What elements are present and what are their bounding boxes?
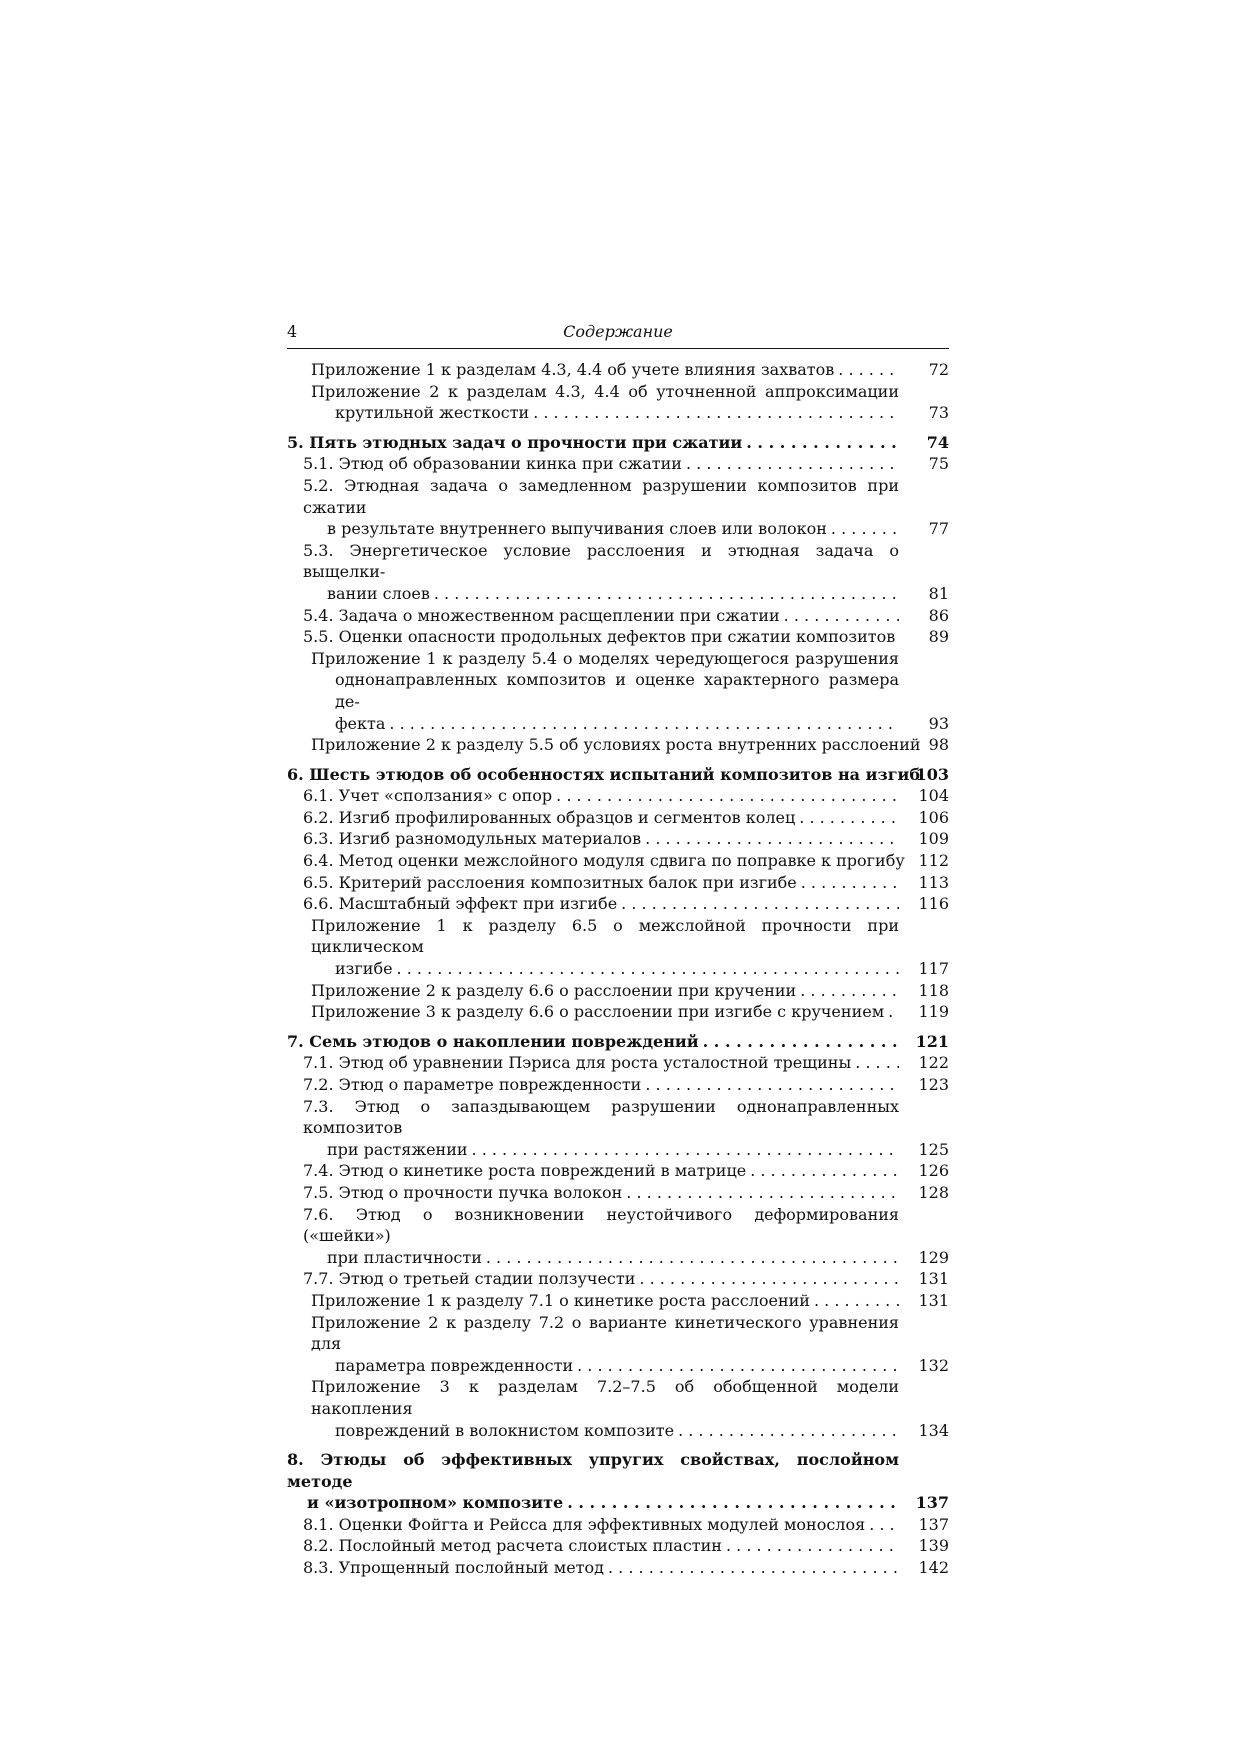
toc-entry-line: 8.3. Упрощенный послойный метод — [303, 1558, 604, 1578]
toc-page-number: 104 — [918, 786, 949, 806]
toc-entry-line: 6.4. Метод оценки межслойного модуля сдвига по поправке к прогибу — [303, 851, 905, 871]
dot-leader — [626, 1182, 899, 1204]
toc-page-number: 117 — [918, 959, 949, 979]
toc-entry-last-line — [303, 1139, 899, 1161]
toc-entry-last-line — [303, 1535, 899, 1557]
toc-entry-line: 6.5. Критерий расслоения композитных балок при изгибе — [303, 872, 797, 892]
toc-page-number: 74 — [926, 432, 949, 452]
dot-leader — [533, 402, 899, 424]
toc-entry-title — [287, 605, 899, 627]
toc-entry-line: 7.7. Этюд о третьей стадии ползучести — [303, 1269, 636, 1289]
toc-entry-title — [287, 1001, 899, 1023]
toc-entry-last-line — [303, 583, 899, 605]
dot-leader — [799, 807, 899, 829]
toc-entry-line: при пластичности — [327, 1247, 482, 1267]
toc-page-number: 75 — [928, 454, 949, 474]
toc-section-entry[interactable] — [287, 1074, 949, 1096]
toc-entry-title — [287, 828, 899, 850]
dot-leader — [838, 359, 899, 381]
toc-entry-line: 5.5. Оценки опасности продольных дефектов при сжатии композитов — [303, 627, 896, 647]
toc-section-entry[interactable] — [287, 1268, 949, 1290]
toc-page-number: 86 — [928, 605, 949, 625]
toc-chapter-entry[interactable] — [287, 1031, 949, 1053]
toc-entry-line: Приложение 2 к разделу 6.6 о расслоении при кручении — [311, 980, 797, 1000]
dot-leader — [645, 828, 899, 850]
toc-entry-last-line — [311, 713, 899, 735]
dot-leader — [831, 518, 899, 540]
toc-entry-line: и «изотропном» композите — [307, 1493, 564, 1513]
toc-entry-last-line — [303, 1247, 899, 1269]
toc-entry-title — [287, 785, 899, 807]
toc-entry-last-line — [303, 518, 899, 540]
toc-entry-last-line — [303, 828, 899, 850]
toc-entry-last-line — [303, 1160, 899, 1182]
toc-section-entry[interactable] — [287, 872, 949, 894]
toc-entry-line: повреждений в волокнистом композите — [335, 1420, 675, 1440]
toc-entry-line: 8. Этюды об эффективных упругих свойствах, послойном методе — [287, 1450, 899, 1491]
toc-entry-line: 7.6. Этюд о возникновении неустойчивого деформирования («шейки») — [303, 1204, 899, 1246]
toc-section-entry[interactable] — [287, 1514, 949, 1536]
toc-entry-last-line — [303, 785, 899, 807]
toc-page-number: 131 — [918, 1269, 949, 1289]
toc-entry-last-line — [311, 1355, 899, 1377]
toc-section-entry[interactable] — [287, 540, 949, 605]
toc-entry-last-line — [287, 1031, 899, 1053]
toc-page-number: 137 — [918, 1514, 949, 1534]
dot-leader — [746, 432, 899, 454]
toc-entry-line: Приложение 1 к разделу 5.4 о моделях чередующегося разрушения — [311, 648, 899, 668]
toc-appendix-entry[interactable] — [287, 980, 949, 1002]
dot-leader — [397, 958, 899, 980]
toc-section-entry[interactable] — [287, 1096, 949, 1161]
toc-entry-last-line — [303, 807, 899, 829]
toc-appendix-entry[interactable] — [287, 915, 949, 980]
dot-leader — [726, 1535, 899, 1557]
toc-entry-last-line — [311, 402, 899, 424]
toc-entry-line: 6. Шесть этюдов об особенностях испытаний композитов на изгиб — [287, 764, 921, 784]
toc-appendix-entry[interactable] — [287, 1290, 949, 1312]
dot-leader — [855, 1052, 899, 1074]
toc-entry-line: крутильной жесткости — [335, 403, 530, 423]
toc-entry-title — [287, 1312, 899, 1377]
toc-page-number: 128 — [918, 1182, 949, 1202]
toc-entry-title — [287, 540, 899, 605]
toc-entry-title — [287, 626, 899, 648]
toc-entry-title — [287, 1074, 899, 1096]
dot-leader — [750, 1160, 899, 1182]
toc-page-number: 122 — [918, 1053, 949, 1073]
toc-section-entry[interactable] — [287, 828, 949, 850]
toc-entry-last-line — [303, 1074, 899, 1096]
toc-entry-line: Приложение 1 к разделу 6.5 о межслойной прочности при циклическом — [311, 915, 899, 957]
toc-entry-line: 7.2. Этюд о параметре поврежденности — [303, 1075, 642, 1094]
toc-entry-line: однонаправленных композитов и оценке характерного размера де- — [335, 670, 899, 711]
toc-page-number: 132 — [918, 1355, 949, 1375]
toc-entry-title — [287, 359, 899, 381]
toc-entry-line: Приложение 2 к разделу 5.5 об условиях роста внутренних расслоений — [311, 735, 921, 755]
toc-entry-last-line — [303, 453, 899, 475]
dot-leader — [784, 605, 899, 627]
table-of-contents — [287, 359, 949, 1579]
toc-entry-last-line — [311, 980, 899, 1002]
toc-entry-line: параметра поврежденности — [335, 1355, 574, 1375]
dot-leader — [869, 1514, 899, 1536]
toc-page-number: 118 — [918, 980, 949, 1000]
toc-entry-line: 8.2. Послойный метод расчета слоистых пластин — [303, 1536, 722, 1556]
toc-page-number: 119 — [918, 1002, 949, 1022]
toc-entry-last-line — [303, 1182, 899, 1204]
toc-page-number: 121 — [915, 1031, 949, 1051]
toc-entry-line: фекта — [335, 713, 386, 733]
dot-leader — [577, 1355, 899, 1377]
toc-section-entry[interactable] — [287, 893, 949, 915]
page-number: 4 — [287, 322, 298, 341]
toc-entry-line: Приложение 1 к разделам 4.3, 4.4 об учете влияния захватов — [311, 360, 835, 379]
toc-entry-line: Приложение 2 к разделу 7.2 о варианте кинетического уравнения для — [311, 1312, 899, 1354]
dot-leader — [621, 893, 899, 915]
toc-section-entry[interactable] — [287, 850, 949, 872]
toc-entry-title — [287, 1557, 899, 1579]
toc-entry-title — [287, 764, 921, 786]
toc-entry-title — [287, 1449, 899, 1514]
toc-entry-line: 5. Пять этюдных задач о прочности при сжатии — [287, 432, 743, 452]
toc-entry-line: Приложение 3 к разделам 7.2–7.5 об обобщенной модели накопления — [311, 1377, 899, 1418]
toc-page-number: 129 — [918, 1247, 949, 1267]
toc-entry-line: 7.4. Этюд о кинетике роста повреждений в матрице — [303, 1161, 747, 1181]
book-page — [287, 322, 949, 1579]
toc-appendix-entry[interactable] — [287, 1312, 949, 1377]
toc-entry-title — [287, 915, 899, 980]
toc-page-number: 125 — [918, 1139, 949, 1159]
toc-entry-line: 6.1. Учет «сползания» с опор — [303, 786, 553, 806]
toc-entry-last-line — [287, 1492, 899, 1514]
toc-entry-line: 6.2. Изгиб профилированных образцов и сегментов колец — [303, 807, 796, 827]
toc-entry-line: 7.5. Этюд о прочности пучка волокон — [303, 1182, 623, 1202]
dot-leader — [814, 1290, 899, 1312]
toc-section-entry[interactable] — [287, 453, 949, 475]
toc-entry-line: 7.3. Этюд о запаздывающем разрушении однонаправленных композитов — [303, 1096, 899, 1138]
toc-page-number: 112 — [918, 851, 949, 871]
toc-entry-last-line — [303, 626, 899, 648]
dot-leader — [801, 872, 899, 894]
toc-entry-last-line — [311, 958, 899, 980]
toc-entry-title — [287, 850, 905, 872]
toc-entry-last-line — [303, 1557, 899, 1579]
dot-leader — [800, 980, 899, 1002]
toc-section-entry[interactable] — [287, 605, 949, 627]
toc-entry-line: Приложение 3 к разделу 6.6 о расслоении при изгибе с кручением — [311, 1002, 885, 1022]
toc-entry-line: 5.1. Этюд об образовании кинка при сжатии — [303, 454, 682, 474]
toc-entry-title — [287, 453, 899, 475]
toc-chapter-entry[interactable] — [287, 1449, 949, 1514]
dot-leader — [434, 583, 899, 605]
toc-section-entry[interactable] — [287, 785, 949, 807]
toc-page-number: 134 — [918, 1420, 949, 1440]
dot-leader — [486, 1247, 899, 1269]
toc-chapter-entry[interactable] — [287, 432, 949, 454]
toc-entry-title — [287, 893, 899, 915]
dot-leader — [556, 785, 899, 807]
toc-entry-title — [287, 1514, 899, 1536]
toc-entry-line: 8.1. Оценки Фойгта и Рейсса для эффективных модулей монослоя — [303, 1514, 866, 1534]
toc-section-entry[interactable] — [287, 1557, 949, 1579]
toc-page-number: 93 — [928, 713, 949, 733]
toc-entry-last-line — [303, 893, 899, 915]
toc-page-number: 139 — [918, 1536, 949, 1556]
toc-entry-last-line — [311, 1420, 899, 1442]
toc-entry-line: Приложение 1 к разделу 7.1 о кинетике роста расслоений — [311, 1290, 810, 1310]
dot-leader — [472, 1139, 899, 1161]
toc-section-entry[interactable] — [287, 1182, 949, 1204]
toc-entry-title — [287, 648, 899, 734]
page-title: Содержание — [563, 322, 673, 341]
toc-appendix-entry[interactable] — [287, 648, 949, 734]
toc-page-number: 89 — [928, 627, 949, 647]
toc-entry-title — [287, 980, 899, 1002]
toc-page-number: 116 — [918, 894, 949, 914]
toc-entry-last-line — [303, 605, 899, 627]
toc-entry-last-line — [303, 872, 899, 894]
toc-entry-last-line — [287, 764, 921, 786]
toc-appendix-entry[interactable] — [287, 359, 949, 381]
toc-section-entry[interactable] — [287, 1052, 949, 1074]
toc-entry-title — [287, 1268, 899, 1290]
toc-page-number: 137 — [915, 1493, 949, 1513]
toc-entry-line: 6.6. Масштабный эффект при изгибе — [303, 894, 618, 914]
toc-appendix-entry[interactable] — [287, 734, 949, 756]
toc-page-number: 126 — [918, 1161, 949, 1181]
toc-entry-title — [287, 432, 899, 454]
toc-entry-last-line — [303, 1514, 899, 1536]
toc-page-number: 131 — [918, 1290, 949, 1310]
toc-page-number: 98 — [928, 735, 949, 755]
toc-page-number: 142 — [918, 1558, 949, 1578]
toc-chapter-entry[interactable] — [287, 764, 949, 786]
dot-leader — [389, 713, 899, 735]
toc-page-number: 77 — [928, 519, 949, 539]
dot-leader — [703, 1031, 899, 1053]
toc-section-entry[interactable] — [287, 807, 949, 829]
toc-entry-title — [287, 872, 899, 894]
dot-leader — [678, 1420, 899, 1442]
toc-entry-title — [287, 1160, 899, 1182]
toc-page-number: 109 — [918, 829, 949, 849]
toc-entry-last-line — [311, 359, 899, 381]
toc-page-number: 123 — [918, 1075, 949, 1094]
toc-page-number: 113 — [918, 872, 949, 892]
toc-entry-line: в результате внутреннего выпучивания слоев или волокон — [327, 519, 827, 539]
toc-appendix-entry[interactable] — [287, 1376, 949, 1441]
toc-entry-line: 5.2. Этюдная задача о замедленном разрушении композитов при сжатии — [303, 475, 899, 517]
toc-entry-title — [287, 1535, 899, 1557]
toc-page-number: 72 — [928, 360, 949, 379]
toc-entry-line: изгибе — [335, 959, 393, 979]
toc-section-entry[interactable] — [287, 475, 949, 540]
toc-section-entry[interactable] — [287, 1204, 949, 1269]
toc-entry-last-line — [311, 1001, 899, 1023]
toc-page-number: 106 — [918, 807, 949, 827]
toc-entry-title — [287, 1052, 899, 1074]
toc-section-entry[interactable] — [287, 626, 949, 648]
toc-entry-title — [287, 807, 899, 829]
toc-entry-title — [287, 1182, 899, 1204]
dot-leader — [608, 1557, 899, 1579]
toc-entry-line: вании слоев — [327, 583, 430, 603]
dot-leader — [645, 1074, 899, 1096]
running-header — [287, 322, 949, 349]
dot-leader — [686, 453, 899, 475]
toc-entry-last-line — [303, 850, 905, 872]
toc-page-number: 103 — [915, 764, 949, 784]
toc-entry-last-line — [303, 1052, 899, 1074]
toc-entry-title — [287, 1031, 899, 1053]
dot-leader — [639, 1268, 899, 1290]
toc-entry-line: 5.3. Энергетическое условие расслоения и этюдная задача о выщелки- — [303, 540, 899, 582]
toc-section-entry[interactable] — [287, 1535, 949, 1557]
toc-entry-title — [287, 475, 899, 540]
toc-entry-line: 6.3. Изгиб разномодульных материалов — [303, 829, 642, 849]
toc-page-number: 73 — [928, 403, 949, 423]
toc-entry-line: Приложение 2 к разделам 4.3, 4.4 об уточненной аппроксимации — [311, 381, 899, 401]
toc-entry-last-line — [287, 432, 899, 454]
dot-leader — [888, 1001, 899, 1023]
toc-section-entry[interactable] — [287, 1160, 949, 1182]
toc-entry-last-line — [303, 1268, 899, 1290]
toc-entry-line: 7.1. Этюд об уравнении Пэриса для роста усталостной трещины — [303, 1053, 852, 1073]
dot-leader — [567, 1492, 899, 1514]
toc-entry-line: 5.4. Задача о множественном расщеплении при сжатии — [303, 605, 780, 625]
toc-entry-last-line — [311, 734, 921, 756]
toc-entry-line: 7. Семь этюдов о накоплении повреждений — [287, 1031, 699, 1051]
toc-entry-line: при растяжении — [327, 1139, 468, 1159]
toc-entry-last-line — [311, 1290, 899, 1312]
toc-entry-title — [287, 1204, 899, 1269]
toc-entry-title — [287, 734, 921, 756]
toc-page-number: 81 — [928, 583, 949, 603]
toc-appendix-entry[interactable] — [287, 1001, 949, 1023]
toc-entry-title — [287, 381, 899, 424]
toc-entry-title — [287, 1290, 899, 1312]
toc-entry-title — [287, 1096, 899, 1161]
toc-appendix-entry[interactable] — [287, 381, 949, 424]
toc-entry-title — [287, 1376, 899, 1441]
